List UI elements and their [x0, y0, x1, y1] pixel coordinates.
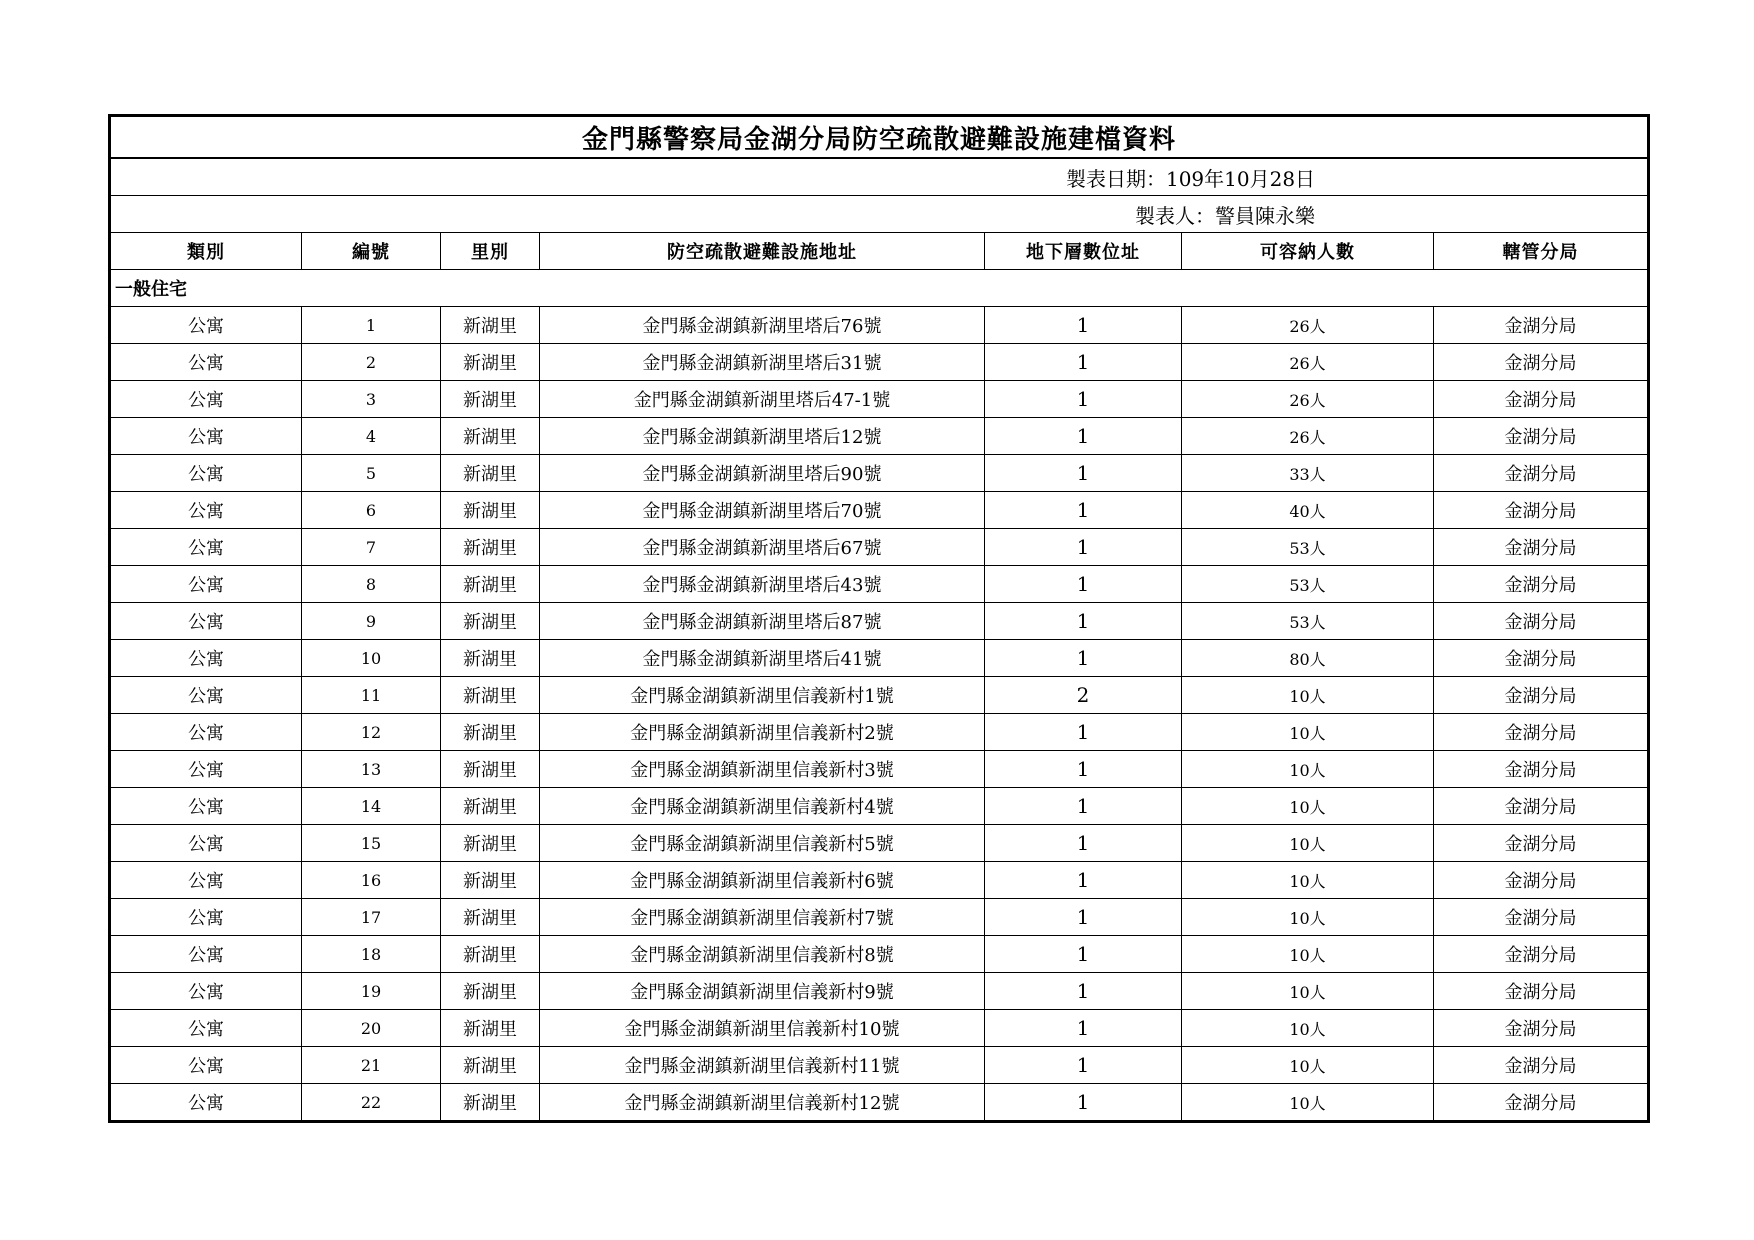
cell-basement-levels: 1	[985, 307, 1182, 344]
table-row	[110, 307, 1649, 344]
cell-capacity: 10人	[1182, 862, 1434, 899]
cell-precinct: 金湖分局	[1434, 1047, 1649, 1084]
cell-number: 21	[302, 1047, 441, 1084]
cell-village: 新湖里	[441, 714, 540, 751]
cell-capacity: 40人	[1182, 492, 1434, 529]
cell-number: 10	[302, 640, 441, 677]
cell-capacity: 53人	[1182, 529, 1434, 566]
cell-address: 金門縣金湖鎮新湖里信義新村2號	[540, 714, 985, 751]
table-row	[110, 825, 1649, 862]
cell-basement-levels: 1	[985, 1084, 1182, 1122]
header-precinct: 轄管分局	[1434, 233, 1649, 270]
cell-village: 新湖里	[441, 640, 540, 677]
cell-basement-levels: 1	[985, 492, 1182, 529]
cell-address: 金門縣金湖鎮新湖里信義新村4號	[540, 788, 985, 825]
cell-precinct: 金湖分局	[1434, 492, 1649, 529]
cell-basement-levels: 1	[985, 529, 1182, 566]
table-row	[110, 603, 1649, 640]
cell-precinct: 金湖分局	[1434, 566, 1649, 603]
cell-precinct: 金湖分局	[1434, 455, 1649, 492]
title-row	[110, 116, 1649, 159]
cell-number: 14	[302, 788, 441, 825]
cell-number: 12	[302, 714, 441, 751]
cell-precinct: 金湖分局	[1434, 640, 1649, 677]
cell-number: 6	[302, 492, 441, 529]
table-row	[110, 529, 1649, 566]
cell-precinct: 金湖分局	[1434, 529, 1649, 566]
cell-village: 新湖里	[441, 1010, 540, 1047]
author-row	[110, 196, 1649, 233]
cell-address: 金門縣金湖鎮新湖里信義新村5號	[540, 825, 985, 862]
header-number: 編號	[302, 233, 441, 270]
cell-category: 公寓	[110, 344, 302, 381]
cell-village: 新湖里	[441, 492, 540, 529]
cell-address: 金門縣金湖鎮新湖里信義新村1號	[540, 677, 985, 714]
cell-category: 公寓	[110, 455, 302, 492]
cell-number: 15	[302, 825, 441, 862]
header-row	[110, 233, 1649, 270]
table-row	[110, 899, 1649, 936]
cell-basement-levels: 1	[985, 418, 1182, 455]
cell-category: 公寓	[110, 307, 302, 344]
cell-village: 新湖里	[441, 825, 540, 862]
table-row	[110, 455, 1649, 492]
table-row	[110, 1047, 1649, 1084]
cell-basement-levels: 1	[985, 899, 1182, 936]
cell-basement-levels: 1	[985, 381, 1182, 418]
cell-basement-levels: 1	[985, 640, 1182, 677]
cell-number: 9	[302, 603, 441, 640]
cell-capacity: 53人	[1182, 566, 1434, 603]
cell-basement-levels: 1	[985, 973, 1182, 1010]
cell-address: 金門縣金湖鎮新湖里信義新村9號	[540, 973, 985, 1010]
cell-address: 金門縣金湖鎮新湖里塔后67號	[540, 529, 985, 566]
cell-number: 4	[302, 418, 441, 455]
cell-address: 金門縣金湖鎮新湖里塔后76號	[540, 307, 985, 344]
cell-address: 金門縣金湖鎮新湖里塔后41號	[540, 640, 985, 677]
cell-category: 公寓	[110, 418, 302, 455]
table-row	[110, 1084, 1649, 1122]
table-row	[110, 344, 1649, 381]
table-row	[110, 1010, 1649, 1047]
cell-address: 金門縣金湖鎮新湖里信義新村8號	[540, 936, 985, 973]
cell-number: 8	[302, 566, 441, 603]
cell-village: 新湖里	[441, 862, 540, 899]
cell-category: 公寓	[110, 714, 302, 751]
cell-basement-levels: 1	[985, 1010, 1182, 1047]
cell-village: 新湖里	[441, 1084, 540, 1122]
table-row	[110, 418, 1649, 455]
cell-number: 19	[302, 973, 441, 1010]
cell-village: 新湖里	[441, 381, 540, 418]
cell-village: 新湖里	[441, 603, 540, 640]
cell-category: 公寓	[110, 677, 302, 714]
cell-category: 公寓	[110, 825, 302, 862]
cell-village: 新湖里	[441, 455, 540, 492]
cell-number: 2	[302, 344, 441, 381]
cell-address: 金門縣金湖鎮新湖里信義新村3號	[540, 751, 985, 788]
cell-number: 11	[302, 677, 441, 714]
cell-basement-levels: 1	[985, 344, 1182, 381]
cell-precinct: 金湖分局	[1434, 862, 1649, 899]
cell-precinct: 金湖分局	[1434, 936, 1649, 973]
cell-village: 新湖里	[441, 418, 540, 455]
sheet-title: 金門縣警察局金湖分局防空疏散避難設施建檔資料	[110, 116, 1649, 159]
cell-address: 金門縣金湖鎮新湖里信義新村10號	[540, 1010, 985, 1047]
cell-village: 新湖里	[441, 973, 540, 1010]
cell-capacity: 26人	[1182, 418, 1434, 455]
cell-precinct: 金湖分局	[1434, 899, 1649, 936]
cell-precinct: 金湖分局	[1434, 677, 1649, 714]
cell-category: 公寓	[110, 1047, 302, 1084]
cell-basement-levels: 1	[985, 714, 1182, 751]
date-row	[110, 158, 1649, 196]
spreadsheet	[108, 114, 1647, 1123]
section-label: 一般住宅	[110, 270, 1649, 307]
cell-village: 新湖里	[441, 344, 540, 381]
cell-capacity: 10人	[1182, 714, 1434, 751]
cell-precinct: 金湖分局	[1434, 973, 1649, 1010]
made-by: 製表人：警員陳永樂	[110, 196, 1649, 233]
cell-category: 公寓	[110, 862, 302, 899]
cell-precinct: 金湖分局	[1434, 307, 1649, 344]
table-row	[110, 381, 1649, 418]
cell-capacity: 33人	[1182, 455, 1434, 492]
cell-basement-levels: 1	[985, 751, 1182, 788]
cell-category: 公寓	[110, 566, 302, 603]
table-row	[110, 677, 1649, 714]
cell-category: 公寓	[110, 529, 302, 566]
cell-village: 新湖里	[441, 566, 540, 603]
table-body	[110, 307, 1649, 1122]
cell-address: 金門縣金湖鎮新湖里塔后87號	[540, 603, 985, 640]
cell-basement-levels: 1	[985, 936, 1182, 973]
cell-capacity: 10人	[1182, 973, 1434, 1010]
cell-capacity: 10人	[1182, 899, 1434, 936]
cell-number: 20	[302, 1010, 441, 1047]
cell-address: 金門縣金湖鎮新湖里塔后90號	[540, 455, 985, 492]
cell-capacity: 10人	[1182, 1010, 1434, 1047]
cell-basement-levels: 1	[985, 455, 1182, 492]
header-basement-levels: 地下層數位址	[985, 233, 1182, 270]
cell-village: 新湖里	[441, 677, 540, 714]
cell-number: 22	[302, 1084, 441, 1122]
section-row	[110, 270, 1649, 307]
cell-basement-levels: 1	[985, 566, 1182, 603]
cell-category: 公寓	[110, 751, 302, 788]
cell-village: 新湖里	[441, 936, 540, 973]
cell-precinct: 金湖分局	[1434, 751, 1649, 788]
cell-precinct: 金湖分局	[1434, 714, 1649, 751]
cell-category: 公寓	[110, 381, 302, 418]
cell-capacity: 26人	[1182, 307, 1434, 344]
table-row	[110, 566, 1649, 603]
table-row	[110, 714, 1649, 751]
cell-address: 金門縣金湖鎮新湖里塔后31號	[540, 344, 985, 381]
cell-basement-levels: 2	[985, 677, 1182, 714]
cell-precinct: 金湖分局	[1434, 344, 1649, 381]
cell-precinct: 金湖分局	[1434, 788, 1649, 825]
cell-category: 公寓	[110, 973, 302, 1010]
cell-village: 新湖里	[441, 307, 540, 344]
cell-category: 公寓	[110, 640, 302, 677]
cell-precinct: 金湖分局	[1434, 1010, 1649, 1047]
cell-address: 金門縣金湖鎮新湖里塔后43號	[540, 566, 985, 603]
table-row	[110, 751, 1649, 788]
cell-basement-levels: 1	[985, 825, 1182, 862]
cell-address: 金門縣金湖鎮新湖里信義新村6號	[540, 862, 985, 899]
cell-capacity: 10人	[1182, 1047, 1434, 1084]
cell-number: 7	[302, 529, 441, 566]
cell-address: 金門縣金湖鎮新湖里信義新村7號	[540, 899, 985, 936]
table-row	[110, 788, 1649, 825]
cell-capacity: 10人	[1182, 825, 1434, 862]
cell-category: 公寓	[110, 492, 302, 529]
cell-precinct: 金湖分局	[1434, 825, 1649, 862]
cell-precinct: 金湖分局	[1434, 603, 1649, 640]
cell-capacity: 10人	[1182, 1084, 1434, 1122]
cell-category: 公寓	[110, 788, 302, 825]
cell-number: 5	[302, 455, 441, 492]
cell-capacity: 26人	[1182, 344, 1434, 381]
cell-capacity: 10人	[1182, 751, 1434, 788]
cell-precinct: 金湖分局	[1434, 1084, 1649, 1122]
cell-capacity: 26人	[1182, 381, 1434, 418]
cell-number: 17	[302, 899, 441, 936]
made-date: 製表日期：109年10月28日	[110, 158, 1649, 196]
cell-capacity: 10人	[1182, 936, 1434, 973]
cell-precinct: 金湖分局	[1434, 418, 1649, 455]
cell-village: 新湖里	[441, 788, 540, 825]
cell-address: 金門縣金湖鎮新湖里塔后47-1號	[540, 381, 985, 418]
cell-village: 新湖里	[441, 1047, 540, 1084]
cell-category: 公寓	[110, 1010, 302, 1047]
cell-number: 3	[302, 381, 441, 418]
shelter-table	[108, 114, 1650, 1123]
cell-capacity: 80人	[1182, 640, 1434, 677]
cell-basement-levels: 1	[985, 1047, 1182, 1084]
cell-village: 新湖里	[441, 751, 540, 788]
table-row	[110, 936, 1649, 973]
table-row	[110, 640, 1649, 677]
cell-category: 公寓	[110, 936, 302, 973]
cell-address: 金門縣金湖鎮新湖里塔后70號	[540, 492, 985, 529]
cell-category: 公寓	[110, 1084, 302, 1122]
header-category: 類別	[110, 233, 302, 270]
cell-village: 新湖里	[441, 899, 540, 936]
cell-category: 公寓	[110, 603, 302, 640]
cell-number: 13	[302, 751, 441, 788]
cell-basement-levels: 1	[985, 788, 1182, 825]
cell-number: 1	[302, 307, 441, 344]
cell-capacity: 53人	[1182, 603, 1434, 640]
cell-village: 新湖里	[441, 529, 540, 566]
cell-capacity: 10人	[1182, 677, 1434, 714]
cell-precinct: 金湖分局	[1434, 381, 1649, 418]
cell-basement-levels: 1	[985, 603, 1182, 640]
header-village: 里別	[441, 233, 540, 270]
header-address: 防空疏散避難設施地址	[540, 233, 985, 270]
table-row	[110, 862, 1649, 899]
cell-address: 金門縣金湖鎮新湖里信義新村11號	[540, 1047, 985, 1084]
header-capacity: 可容納人數	[1182, 233, 1434, 270]
cell-category: 公寓	[110, 899, 302, 936]
table-row	[110, 973, 1649, 1010]
cell-address: 金門縣金湖鎮新湖里塔后12號	[540, 418, 985, 455]
cell-address: 金門縣金湖鎮新湖里信義新村12號	[540, 1084, 985, 1122]
table-row	[110, 492, 1649, 529]
cell-basement-levels: 1	[985, 862, 1182, 899]
cell-number: 16	[302, 862, 441, 899]
cell-number: 18	[302, 936, 441, 973]
cell-capacity: 10人	[1182, 788, 1434, 825]
